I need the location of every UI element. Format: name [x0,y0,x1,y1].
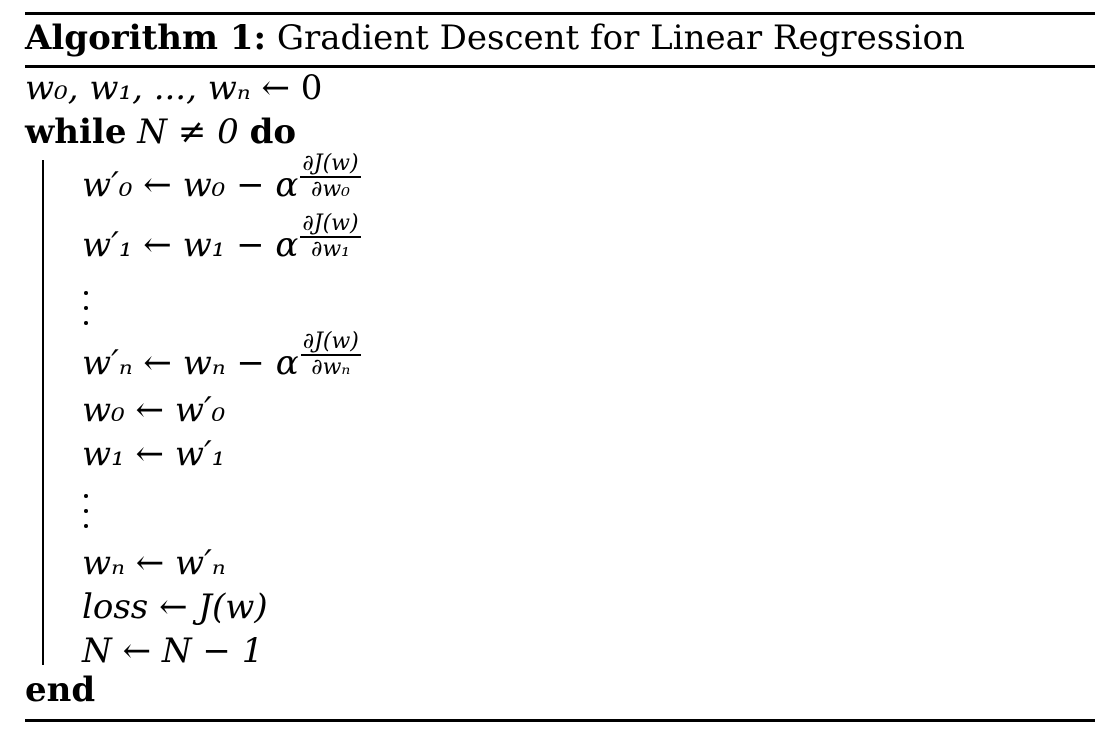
update-w1-arrow: ← [143,225,172,265]
decrement-line [82,631,263,671]
update-wn-fraction [301,330,361,380]
while-keyword: while [25,112,127,152]
assign-arrow: ← [261,68,290,108]
update-w1-line [82,211,361,272]
assign-w1-rhs: w′₁ [174,434,226,474]
loop-body-bar [42,160,44,665]
assign-w0-line [82,390,225,430]
update-wn-arrow: ← [143,343,172,383]
update-wn-line [82,329,361,390]
assign-w1-arrow: ← [135,434,165,474]
update-w0-fraction [300,152,360,202]
assign-wn-line [82,543,226,583]
while-line [25,112,296,152]
update-wn-numerator: ∂J(w) [302,329,359,354]
update-wn-denominator: ∂wₙ [311,355,351,380]
init-line [25,68,322,108]
loss-arrow: ← [159,587,188,627]
loss-lhs: loss [82,587,149,627]
update-wn-lhs: w′ₙ [82,343,133,383]
update-w0-numerator: ∂J(w) [302,151,359,176]
loss-rhs: J(w) [198,587,268,627]
algorithm-label: Algorithm 1: [25,18,267,58]
update-w0-line [82,151,361,212]
assign-wn-rhs: w′ₙ [175,543,226,583]
top-rule [25,12,1095,15]
assign-w1-line [82,434,225,474]
do-keyword: do [249,112,297,152]
loss-line [82,587,268,627]
decrement-lhs: N [82,631,112,671]
assign-w1-lhs: w₁ [82,434,125,474]
vertical-ellipsis [80,494,92,528]
end-line [25,670,95,710]
update-wn-rhs: wₙ − α [182,343,299,383]
loop-condition: N ≠ 0 [137,112,239,152]
vertical-ellipsis [80,291,92,325]
init-lhs: w₀, w₁, ..., wₙ [25,68,251,108]
update-w0-rhs: w₀ − α [182,165,299,205]
update-w0-arrow: ← [143,165,172,205]
update-w1-lhs: w′₁ [82,225,133,265]
assign-wn-arrow: ← [135,543,165,583]
bottom-rule [25,719,1095,722]
update-w1-rhs: w₁ − α [182,225,299,265]
update-w1-denominator: ∂w₁ [310,237,350,262]
init-rhs: 0 [300,68,323,108]
algorithm-title: Gradient Descent for Linear Regression [276,18,965,58]
end-keyword: end [25,670,96,710]
update-w1-fraction [300,212,360,262]
decrement-arrow: ← [122,631,152,671]
algorithm-caption [25,16,965,60]
update-w1-numerator: ∂J(w) [302,211,359,236]
assign-w0-rhs: w′₀ [174,390,226,430]
update-w0-lhs: w′₀ [82,165,133,205]
assign-wn-lhs: wₙ [82,543,125,583]
update-w0-denominator: ∂w₀ [310,177,350,202]
assign-w0-lhs: w₀ [82,390,125,430]
assign-w0-arrow: ← [135,390,165,430]
decrement-rhs: N − 1 [161,631,264,671]
